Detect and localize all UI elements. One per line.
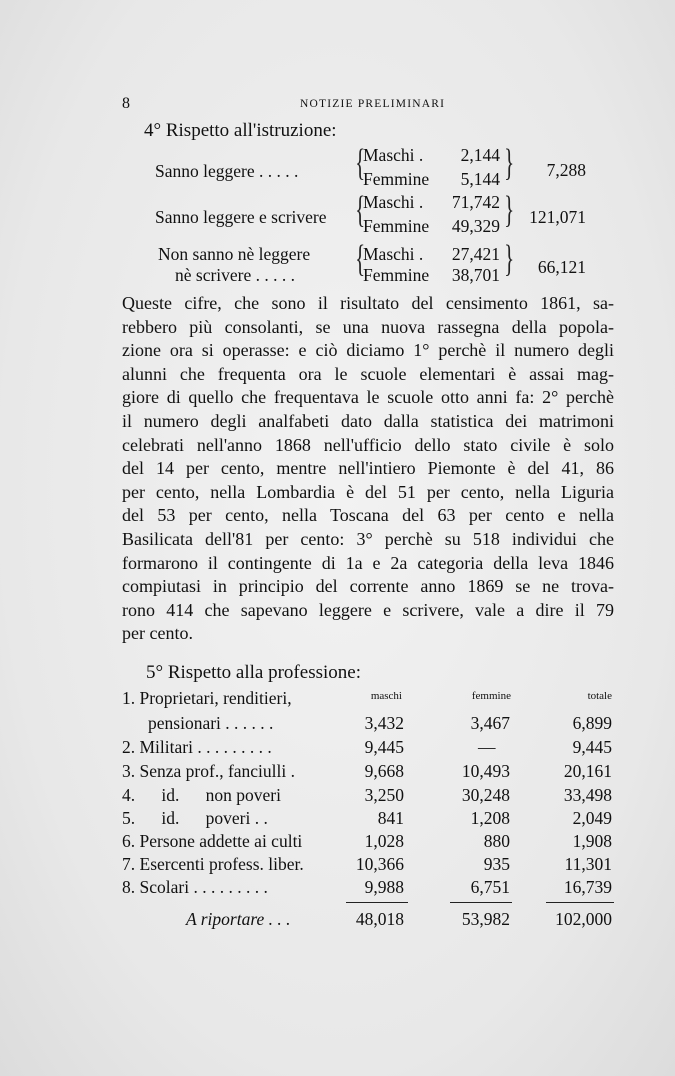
prof-totale-value: 11,301 xyxy=(564,854,612,874)
prof-row-label: 5. id. poveri . . xyxy=(122,808,268,828)
prof-row-label: 4. id. non poveri xyxy=(122,785,281,805)
ist-femmine-value: 38,701 xyxy=(451,265,500,285)
ist-maschi-value: 2,144 xyxy=(460,145,500,165)
prof-row-label: 2. Militari . . . . . . . . . xyxy=(122,737,272,757)
paragraph-line: Basilicata dell'81 per cento: 3° perchè su 518 individui che xyxy=(122,528,614,549)
paragraph-line: del 53 per cento, nella Toscana del 63 per cento e nella xyxy=(122,505,614,526)
prof-maschi-value: 9,668 xyxy=(364,761,404,781)
paragraph-line: giore di quello che frequentava le scuole otto anni fa: 2° perchè xyxy=(122,387,614,408)
paragraph-line: formarono il contingente di 1a e 2a categoria della leva 1846 xyxy=(122,552,614,573)
col-header-totale: totale xyxy=(587,690,612,702)
ist-femmine-label: Femmine xyxy=(363,216,430,236)
ist-maschi-label: Maschi . xyxy=(363,145,424,165)
section-heading-professione: 5° Rispetto alla professione: xyxy=(146,662,361,683)
paragraph-line: alunni che frequenta ora le scuole elementari è assai mag- xyxy=(122,363,614,384)
ist-total-value: 121,071 xyxy=(529,207,586,227)
page-number: 8 xyxy=(122,95,130,112)
ist-maschi-label: Maschi . xyxy=(363,192,424,212)
prof-maschi-value: 9,988 xyxy=(364,877,404,897)
prof-maschi-value: 3,432 xyxy=(364,713,404,733)
left-brace: { xyxy=(355,238,366,280)
body-paragraph xyxy=(122,292,614,646)
ist-total-value: 66,121 xyxy=(537,257,586,277)
ist-femmine-label: Femmine xyxy=(363,265,430,285)
prof-maschi-value: 1,028 xyxy=(364,831,404,851)
total-maschi-value: 48,018 xyxy=(355,909,404,929)
paragraph-line: celebrati nell'anno 1868 nell'ufficio dello stato civile è solo xyxy=(122,434,614,455)
left-brace: { xyxy=(355,142,366,184)
prof-totale-value: 1,908 xyxy=(572,831,612,851)
prof-femmine-value: 30,248 xyxy=(461,785,510,805)
prof-row-label: pensionari . . . . . . xyxy=(148,713,274,733)
paragraph-line: compiutasi in principio del corrente anno 1869 se ne trova- xyxy=(122,576,614,597)
prof-totale-value: 6,899 xyxy=(572,713,612,733)
left-brace: { xyxy=(355,189,366,231)
paragraph-line: rono 414 che sapevano leggere e scrivere, vale a dire il 79 xyxy=(122,599,614,620)
ist-total-value: 7,288 xyxy=(546,160,586,180)
prof-femmine-value: 10,493 xyxy=(461,761,510,781)
sum-rule xyxy=(546,902,614,903)
ist-maschi-label: Maschi . xyxy=(363,244,424,264)
ist-label: Sanno leggere . . . . . xyxy=(155,161,299,181)
paragraph-line: Queste cifre, che sono il risultato del censimento 1861, sa- xyxy=(122,293,614,313)
prof-maschi-value: 10,366 xyxy=(355,854,404,874)
col-header-femmine: femmine xyxy=(471,690,511,702)
section-heading-istruzione: 4° Rispetto all'istruzione: xyxy=(144,120,337,141)
right-brace: } xyxy=(504,142,515,184)
prof-femmine-value: 1,208 xyxy=(470,808,510,828)
paragraph-line: del 14 per cento, mentre nell'intiero Piemonte è del 41, 86 xyxy=(122,458,614,479)
right-brace: } xyxy=(504,238,515,280)
ist-femmine-label: Femmine xyxy=(363,169,430,189)
prof-femmine-value: — xyxy=(478,737,496,757)
paragraph-line: per cento. xyxy=(122,623,193,644)
prof-totale-value: 9,445 xyxy=(572,737,612,757)
total-femmine-value: 53,982 xyxy=(461,909,510,929)
prof-maschi-value: 841 xyxy=(377,808,404,828)
ist-femmine-value: 49,329 xyxy=(451,216,500,236)
ist-label: Non sanno nè leggere xyxy=(158,244,311,264)
prof-row-label: 3. Senza prof., fanciulli . xyxy=(122,761,296,781)
sum-rule xyxy=(346,902,408,903)
ist-maschi-value: 27,421 xyxy=(451,244,500,264)
ist-maschi-value: 71,742 xyxy=(451,192,500,212)
ist-label: Sanno leggere e scrivere xyxy=(155,207,327,227)
prof-totale-value: 33,498 xyxy=(563,785,612,805)
col-header-maschi: maschi xyxy=(370,690,402,702)
prof-maschi-value: 9,445 xyxy=(364,737,404,757)
prof-femmine-value: 6,751 xyxy=(470,877,510,897)
running-title: NOTIZIE PRELIMINARI xyxy=(300,98,446,110)
prof-totale-value: 20,161 xyxy=(563,761,612,781)
prof-totale-value: 2,049 xyxy=(572,808,612,828)
prof-row-label: 7. Esercenti profess. liber. xyxy=(122,854,304,874)
prof-femmine-value: 935 xyxy=(483,854,510,874)
ist-label: nè scrivere . . . . . xyxy=(175,265,296,285)
sum-rule xyxy=(450,902,512,903)
prof-row-label: 1. Proprietari, renditieri, xyxy=(122,688,292,708)
paragraph-line: rebbero più consolanti, se una nuova rassegna della popola- xyxy=(122,316,614,337)
paragraph-line: zione ora si operasse: e ciò diciamo 1° perchè il numero degli xyxy=(122,340,614,361)
carry-forward-label: A riportare . . . xyxy=(186,909,291,929)
prof-femmine-value: 3,467 xyxy=(470,713,510,733)
paragraph-line: il numero degli analfabeti dato dalla statistica dei matrimoni xyxy=(122,410,614,431)
paragraph-line: per cento, nella Lombardia è del 51 per cento, nella Liguria xyxy=(122,481,614,502)
total-totale-value: 102,000 xyxy=(555,909,612,929)
ist-femmine-value: 5,144 xyxy=(460,169,500,189)
prof-row-label: 6. Persone addette ai culti xyxy=(122,831,303,851)
prof-totale-value: 16,739 xyxy=(563,877,612,897)
prof-row-label: 8. Scolari . . . . . . . . . xyxy=(122,877,268,897)
prof-femmine-value: 880 xyxy=(483,831,510,851)
right-brace: } xyxy=(504,189,515,231)
prof-maschi-value: 3,250 xyxy=(364,785,404,805)
